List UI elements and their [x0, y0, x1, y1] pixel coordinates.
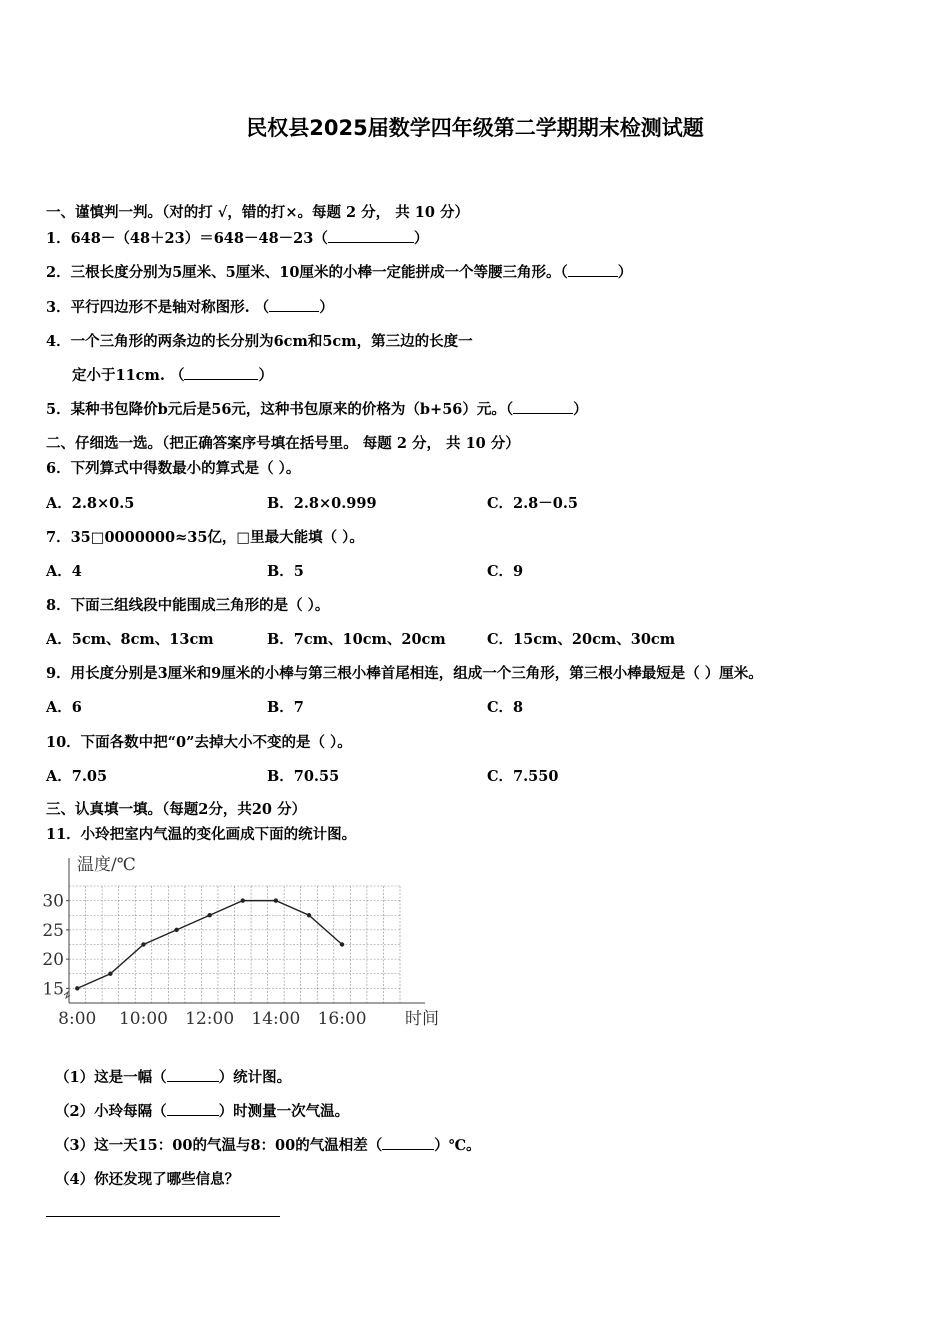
sub-question-2: （2）小玲每隔（ ）时测量一次气温。 [55, 1103, 350, 1120]
x-tick-label: 8:00 [58, 1009, 97, 1029]
data-point [307, 913, 311, 917]
data-point [75, 986, 79, 990]
answer-line[interactable] [46, 1216, 280, 1217]
data-point [274, 898, 278, 902]
question-2: 2．三根长度分别为5厘米、5厘米、10厘米的小棒一定能拼成一个等腰三角形。（ ） [46, 264, 633, 281]
x-tick-label: 10:00 [118, 1009, 168, 1029]
answer-blank[interactable] [328, 228, 414, 243]
question-8: 8．下面三组线段中能围成三角形的是（ ）。 [46, 597, 330, 614]
q6-option-a[interactable]: A．2.8×0.5 [46, 495, 135, 512]
sub-question-4: （4）你还发现了哪些信息？ [55, 1171, 240, 1188]
q10-option-c[interactable]: C．7.550 [487, 768, 559, 785]
question-5: 5．某种书包降价b元后是56元，这种书包原来的价格为（b+56）元。（ ） [46, 401, 588, 418]
data-point [340, 942, 344, 946]
data-point [207, 913, 211, 917]
question-4-line2: 定小于11cm. （ ） [72, 367, 273, 384]
q7-option-c[interactable]: C．9 [487, 563, 524, 580]
q6-option-c[interactable]: C．2.8－0.5 [487, 495, 578, 512]
question-1: 1．648－（48＋23）＝648－48－23（ ） [46, 230, 429, 247]
section3-heading: 三、认真填一填。（每题2分，共20 分） [46, 801, 307, 818]
y-tick-label: 30 [42, 891, 64, 912]
temperature-line-chart [40, 848, 450, 1033]
sub-question-3: （3）这一天15：00的气温与8：00的气温相差（ ）℃。 [55, 1137, 481, 1154]
q10-option-b[interactable]: B．70.55 [267, 768, 340, 785]
answer-blank[interactable] [167, 1101, 219, 1116]
q6-option-b[interactable]: B．2.8×0.999 [267, 495, 377, 512]
q7-option-b[interactable]: B．5 [267, 563, 304, 580]
page-title: 民权县2025届数学四年级第二学期期末检测试题 [246, 116, 704, 140]
answer-blank[interactable] [568, 262, 618, 277]
section1-heading: 一、谨慎判一判。（对的打 √，错的打×。每题 2 分， 共 10 分） [46, 204, 469, 221]
question-11: 11．小玲把室内气温的变化画成下面的统计图。 [46, 826, 357, 843]
question-10: 10．下面各数中把“0”去掉大小不变的是（ ）。 [46, 734, 352, 751]
answer-blank[interactable] [513, 399, 573, 414]
sub-question-1: （1）这是一幅（ ）统计图。 [55, 1069, 292, 1086]
data-point [141, 942, 145, 946]
x-tick-label: 14:00 [251, 1009, 301, 1029]
question-9: 9．用长度分别是3厘米和9厘米的小棒与第三根小棒首尾相连，组成一个三角形，第三根小棒最短是（ ）厘米。 [46, 665, 763, 682]
question-4-line1: 4．一个三角形的两条边的长分别为6cm和5cm，第三边的长度一 [46, 333, 473, 350]
section2-heading: 二、仔细选一选。（把正确答案序号填在括号里。 每题 2 分， 共 10 分） [46, 435, 520, 452]
data-point [174, 928, 178, 932]
q8-option-c[interactable]: C．15cm、20cm、30cm [487, 631, 676, 648]
q9-option-a[interactable]: A．6 [46, 699, 82, 716]
q8-option-a[interactable]: A．5cm、8cm、13cm [46, 631, 214, 648]
answer-blank[interactable] [184, 365, 258, 380]
answer-blank[interactable] [269, 297, 319, 312]
data-point [241, 898, 245, 902]
y-tick-label: 20 [42, 950, 64, 971]
question-7: 7．35□0000000≈35亿，□里最大能填（ ）。 [46, 529, 364, 546]
q8-option-b[interactable]: B．7cm、10cm、20cm [267, 631, 446, 648]
q10-option-a[interactable]: A．7.05 [46, 768, 108, 785]
q7-option-a[interactable]: A．4 [46, 563, 82, 580]
question-3: 3．平行四边形不是轴对称图形. （ ） [46, 299, 334, 316]
answer-blank[interactable] [167, 1067, 219, 1082]
answer-blank[interactable] [382, 1135, 434, 1150]
x-tick-label: 12:00 [185, 1009, 235, 1029]
y-tick-label: 15 [42, 979, 64, 1000]
question-6: 6．下列算式中得数最小的算式是（ ）。 [46, 460, 301, 477]
y-tick-label: 25 [42, 920, 64, 941]
y-axis-label: 温度/℃ [77, 855, 136, 875]
x-tick-label: 16:00 [317, 1009, 367, 1029]
data-point [108, 972, 112, 976]
q9-option-c[interactable]: C．8 [487, 699, 524, 716]
q9-option-b[interactable]: B．7 [267, 699, 304, 716]
x-axis-label: 时间 [405, 1009, 439, 1029]
